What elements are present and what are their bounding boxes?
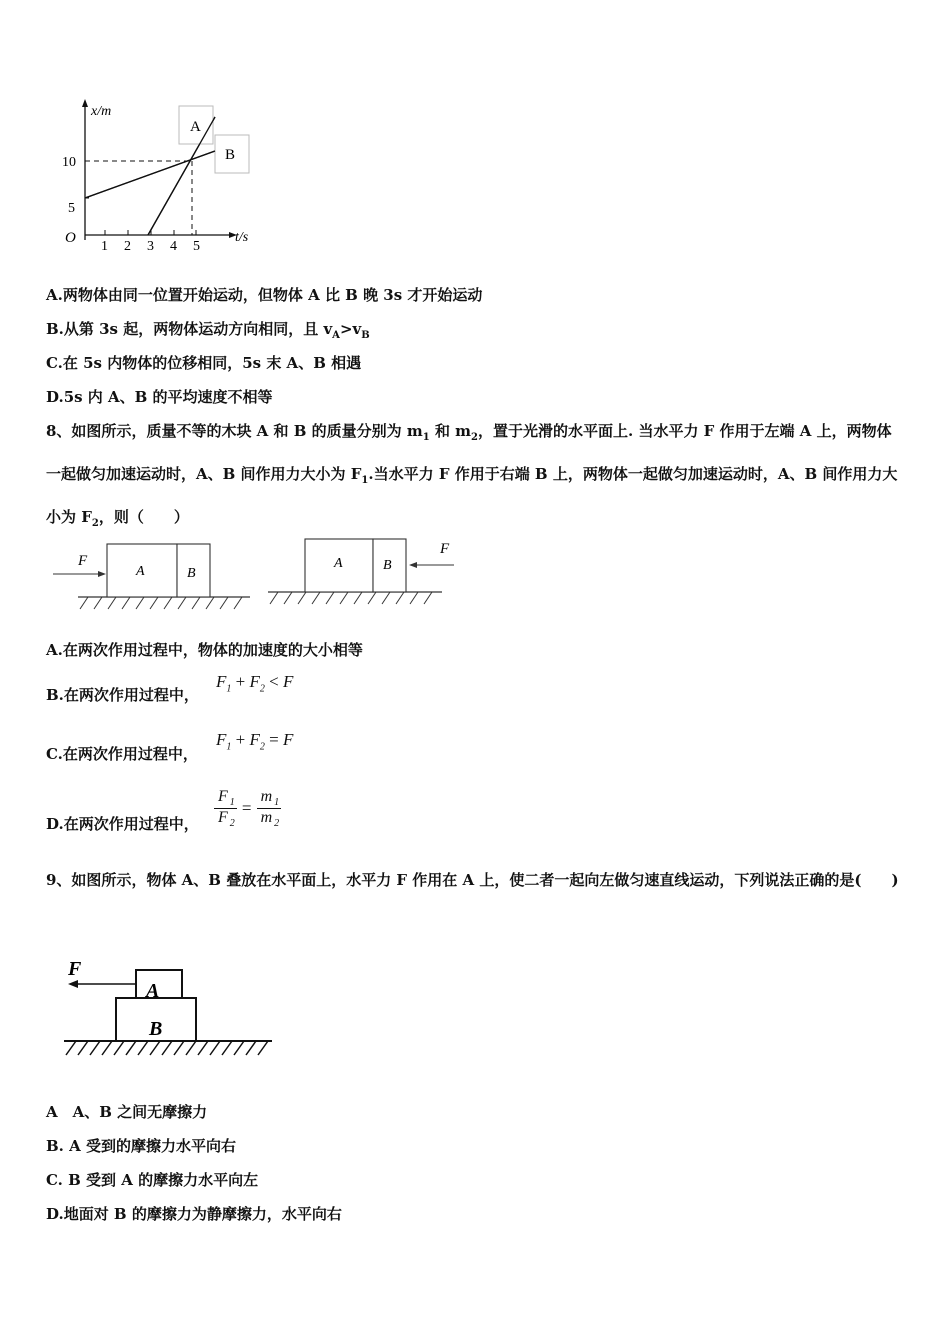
x-axis-label: t/s: [235, 230, 249, 245]
q8-option-a: A.在两次作用过程中，物体的加速度的大小相等: [46, 641, 363, 659]
q8-option-b: B.在两次作用过程中，: [46, 686, 199, 704]
line-b-label: B: [225, 147, 236, 163]
x-tick-3: 3: [147, 239, 154, 254]
x-tick-4: 4: [170, 239, 177, 254]
x-tick-1: 1: [101, 239, 108, 254]
q8-figure: [50, 535, 470, 625]
q9-figure: [60, 955, 280, 1065]
q8-left-block-b: B: [187, 566, 196, 581]
q8-left-block-a: A: [136, 564, 145, 579]
y-tick-10: 10: [62, 155, 76, 170]
x-tick-5: 5: [193, 239, 200, 254]
y-tick-5: 5: [68, 201, 75, 216]
origin-label: O: [65, 230, 76, 246]
q9-option-a: A A、B 之间无摩擦力: [46, 1103, 208, 1121]
q8-left-force: F: [78, 553, 88, 569]
q8-formula-b: $F_1 + F_2 < F$: [216, 672, 294, 695]
line-a-label: A: [190, 119, 201, 135]
q8-option-d: D.在两次作用过程中，: [46, 815, 199, 833]
q7-option-a: A.两物体由同一位置开始运动，但物体 A 比 B 晚 3s 才开始运动: [46, 286, 483, 304]
q9-force-label: F: [68, 958, 82, 980]
q8-formula-d: $\frac{F _1}{F _2}$ = $\frac{m _1}{m _2}$: [214, 788, 281, 829]
y-axis-label: x/m: [91, 104, 112, 119]
q8-formula-c: $F_1 + F_2 = F$: [216, 730, 294, 753]
q9-block-a-label: A: [146, 980, 160, 1002]
q7-option-d: D.5s 内 A、B 的平均速度不相等: [46, 388, 273, 406]
q9-stem: 9、如图所示，物体 A、B 叠放在水平面上，水平力 F 作用在 A 上，使二者一起向左做匀速直线运动，下列说法正确的是( ): [46, 871, 899, 889]
q8-right-force: F: [440, 541, 450, 557]
q8-option-c: C.在两次作用过程中，: [46, 745, 198, 763]
q7-option-b: B.从第 3s 起，两物体运动方向相同，且 $v_A>v_B$: [46, 320, 370, 341]
q9-option-b: B. A 受到的摩擦力水平向右: [46, 1137, 236, 1155]
q8-right-block-b: B: [383, 558, 392, 573]
q7-option-c: C.在 5s 内物体的位移相同，5s 末 A、B 相遇: [46, 354, 362, 372]
x-tick-2: 2: [124, 239, 131, 254]
q9-block-b-label: B: [149, 1018, 163, 1040]
xt-graph: [55, 95, 265, 255]
q8-right-block-a: A: [334, 556, 343, 571]
q9-option-d: D.地面对 B 的摩擦力为静摩擦力，水平向右: [46, 1205, 342, 1223]
q8-stem: 8、如图所示，质量不等的木块 A 和 B 的质量分别为 $m_1$ 和 $m_2$，置于光滑的水平面上. 当水平力 F 作用于左端 A 上，两物体一起做匀加速运动时，A、B 间作用力大小为 $F_1$.当水平力 F 作用于右端 B 上，两物体一起做匀加速运动时，A、B 间作用力大小为 $F_2$，则（ ）: [46, 422, 898, 529]
q9-option-c: C. B 受到 A 的摩擦力水平向左: [46, 1171, 259, 1189]
